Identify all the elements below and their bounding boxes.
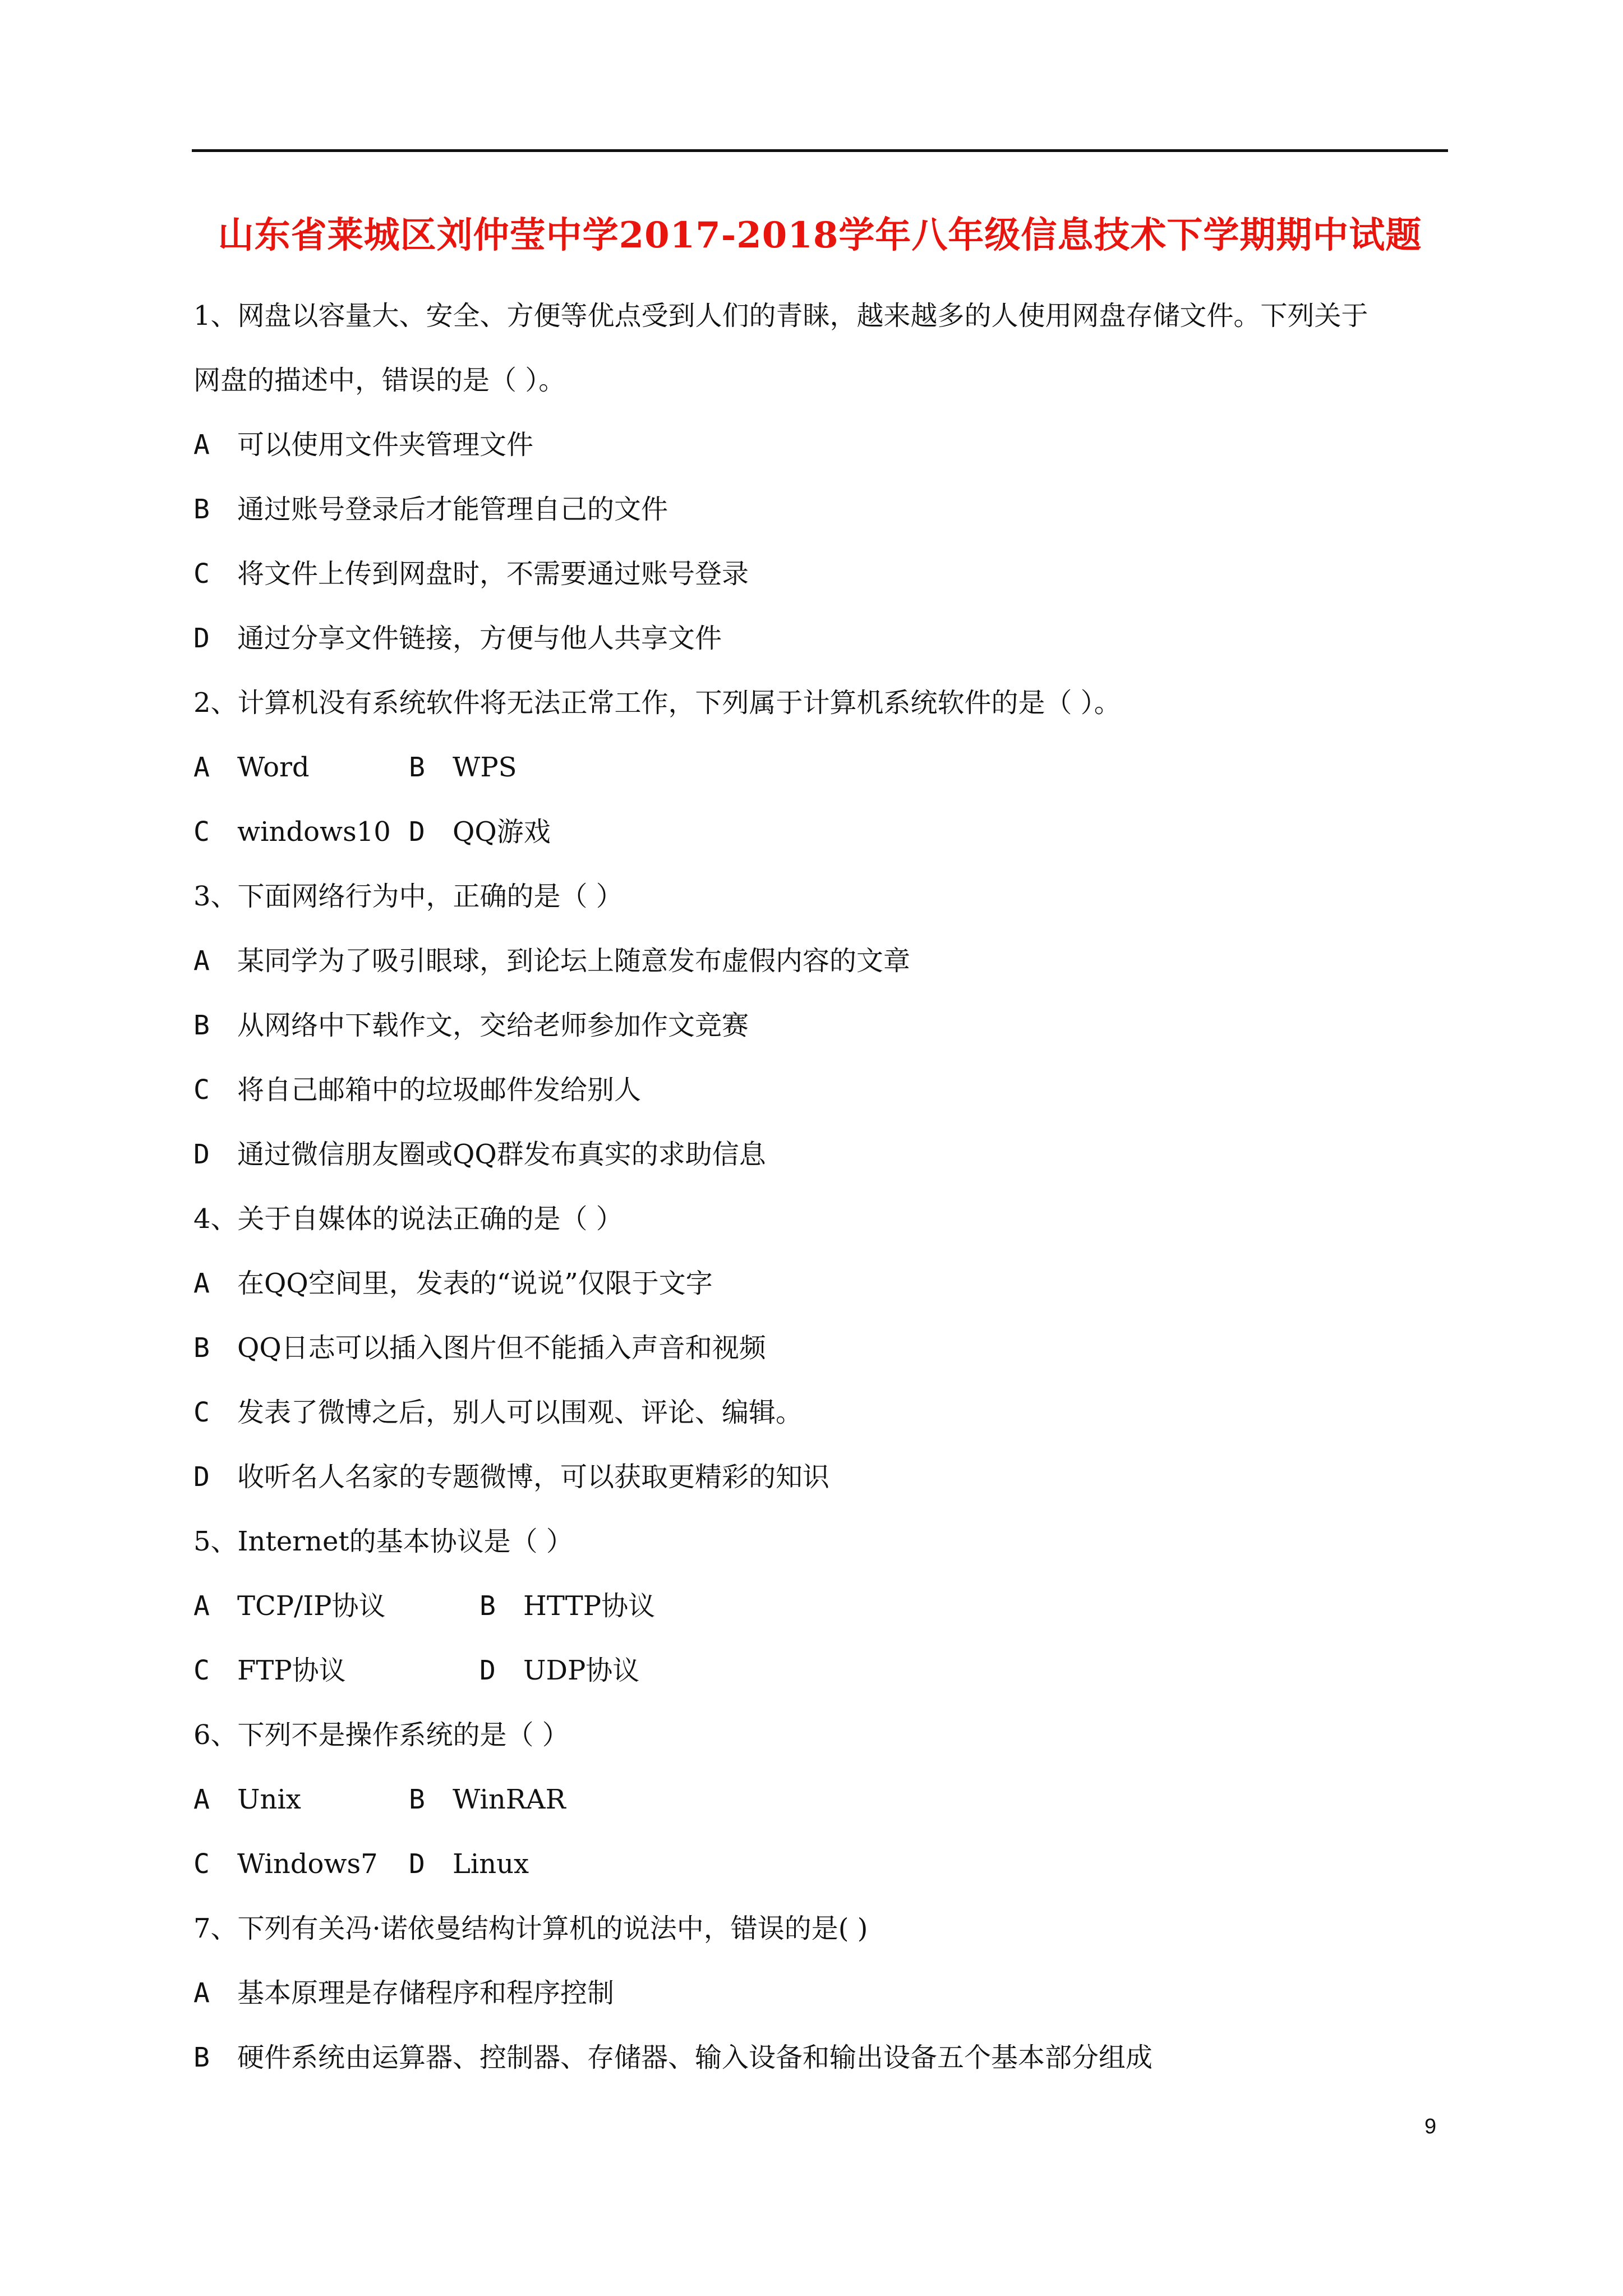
option-text: 基本原理是存储程序和程序控制 — [237, 1977, 615, 2009]
option-letter: B — [409, 1784, 425, 1815]
option-letter: B — [193, 494, 210, 525]
question-7-option-b — [193, 2038, 1450, 2102]
question-6-option-a — [193, 1780, 409, 1844]
question-2-options-row-1 — [193, 748, 1450, 812]
option-text: Linux — [453, 1848, 529, 1880]
question-2-option-b — [409, 748, 517, 812]
option-text: TCP/IP协议 — [237, 1590, 386, 1622]
option-letter: D — [193, 1139, 210, 1170]
question-7-option-a — [193, 1973, 1450, 2038]
question-2-option-a — [193, 748, 409, 812]
option-letter: A — [193, 1977, 210, 2009]
option-letter: B — [479, 1590, 496, 1622]
option-letter: A — [193, 752, 210, 783]
question-6-options-row-1 — [193, 1780, 1450, 1844]
option-letter: C — [193, 1074, 210, 1106]
option-letter: D — [409, 1848, 425, 1880]
option-text: 发表了微博之后，别人可以围观、评论、编辑。 — [237, 1397, 803, 1428]
question-6-stem: 6、下列不是操作系统的是（ ） — [193, 1719, 569, 1751]
question-5-option-a — [193, 1586, 479, 1651]
option-letter: A — [193, 945, 210, 977]
option-letter: B — [409, 752, 425, 783]
question-7-stem: 7、下列有关冯·诺依曼结构计算机的说法中，错误的是( ) — [193, 1913, 868, 1944]
option-text: UDP协议 — [523, 1655, 640, 1686]
option-letter: C — [193, 1848, 210, 1880]
question-4-option-d — [193, 1457, 1450, 1522]
option-letter: A — [193, 429, 210, 461]
question-1-option-a — [193, 425, 1450, 490]
option-text: 将自己邮箱中的垃圾邮件发给别人 — [237, 1074, 642, 1106]
option-text: Unix — [237, 1784, 301, 1815]
question-6-option-c — [193, 1844, 409, 1909]
option-letter: C — [193, 816, 210, 848]
question-3-stem: 3、下面网络行为中，正确的是（ ） — [193, 881, 623, 912]
question-4-stem: 4、关于自媒体的说法正确的是（ ） — [193, 1203, 623, 1235]
option-text: 将文件上传到网盘时，不需要通过账号登录 — [237, 558, 749, 590]
question-3-option-a — [193, 941, 1450, 1006]
option-letter: A — [193, 1268, 210, 1299]
option-text: QQ日志可以插入图片但不能插入声音和视频 — [237, 1332, 766, 1364]
question-5-options-row-1 — [193, 1586, 1450, 1651]
option-text: 通过分享文件链接，方便与他人共享文件 — [237, 623, 722, 654]
question-3-option-d — [193, 1135, 1450, 1199]
option-letter: D — [193, 623, 210, 654]
option-letter: B — [193, 1010, 210, 1041]
option-text: FTP协议 — [237, 1655, 346, 1686]
question-list — [193, 296, 1450, 2102]
option-text: QQ游戏 — [453, 816, 551, 848]
option-text: 通过微信朋友圈或QQ群发布真实的求助信息 — [237, 1139, 766, 1170]
question-2-option-d — [409, 812, 551, 877]
option-text: 硬件系统由运算器、控制器、存储器、输入设备和输出设备五个基本部分组成 — [237, 2042, 1153, 2073]
option-text: 在QQ空间里，发表的“说说”仅限于文字 — [237, 1268, 713, 1299]
question-5-options-row-2 — [193, 1651, 1450, 1715]
option-letter: D — [409, 816, 425, 848]
option-letter: A — [193, 1590, 210, 1622]
option-letter: C — [193, 558, 210, 590]
question-4-option-a — [193, 1264, 1450, 1328]
question-2-stem: 2、计算机没有系统软件将无法正常工作，下列属于计算机系统软件的是（ ）。 — [193, 687, 1121, 719]
question-1-option-d — [193, 619, 1450, 683]
option-letter: D — [479, 1655, 496, 1686]
question-2-options-row-2 — [193, 812, 1450, 877]
page-title: 山东省莱城区刘仲莹中学2017-2018学年八年级信息技术下学期期中试题 — [218, 214, 1422, 256]
option-letter: B — [193, 1332, 210, 1364]
question-3-option-b — [193, 1006, 1450, 1070]
question-4-option-c — [193, 1393, 1450, 1457]
option-letter: C — [193, 1397, 210, 1428]
option-text: WPS — [453, 752, 517, 783]
option-text: WinRAR — [453, 1784, 566, 1815]
option-text: HTTP协议 — [523, 1590, 656, 1622]
option-letter: A — [193, 1784, 210, 1815]
option-text: Word — [237, 752, 310, 783]
option-letter: D — [193, 1461, 210, 1493]
option-text: 通过账号登录后才能管理自己的文件 — [237, 494, 668, 525]
option-text: windows10 — [237, 816, 391, 848]
question-5-stem: 5、Internet的基本协议是（ ） — [193, 1526, 573, 1557]
option-text: 可以使用文件夹管理文件 — [237, 429, 534, 461]
option-text: 收听名人名家的专题微博，可以获取更精彩的知识 — [237, 1461, 830, 1493]
question-5-option-d — [479, 1651, 639, 1715]
question-6-option-d — [409, 1844, 529, 1909]
question-1-stem-line-2: 网盘的描述中，错误的是（ ）。 — [193, 365, 566, 396]
question-1-option-c — [193, 554, 1450, 619]
option-letter: B — [193, 2042, 210, 2073]
option-text: 某同学为了吸引眼球，到论坛上随意发布虚假内容的文章 — [237, 945, 911, 977]
option-text: Windows7 — [237, 1848, 378, 1880]
question-5-option-c — [193, 1651, 479, 1715]
question-6-option-b — [409, 1780, 566, 1844]
question-5-option-b — [479, 1586, 655, 1651]
option-text: 从网络中下载作文，交给老师参加作文竞赛 — [237, 1010, 749, 1041]
question-3-option-c — [193, 1070, 1450, 1135]
option-letter: C — [193, 1655, 210, 1686]
question-1-stem-line-1: 1、网盘以容量大、安全、方便等优点受到人们的青睐，越来越多的人使用网盘存储文件。下列关于 — [193, 300, 1368, 332]
page-number: 9 — [1424, 2115, 1437, 2138]
question-2-option-c — [193, 812, 409, 877]
question-4-option-b — [193, 1328, 1450, 1393]
header-rule — [192, 149, 1448, 152]
question-6-options-row-2 — [193, 1844, 1450, 1909]
question-1-option-b — [193, 490, 1450, 554]
